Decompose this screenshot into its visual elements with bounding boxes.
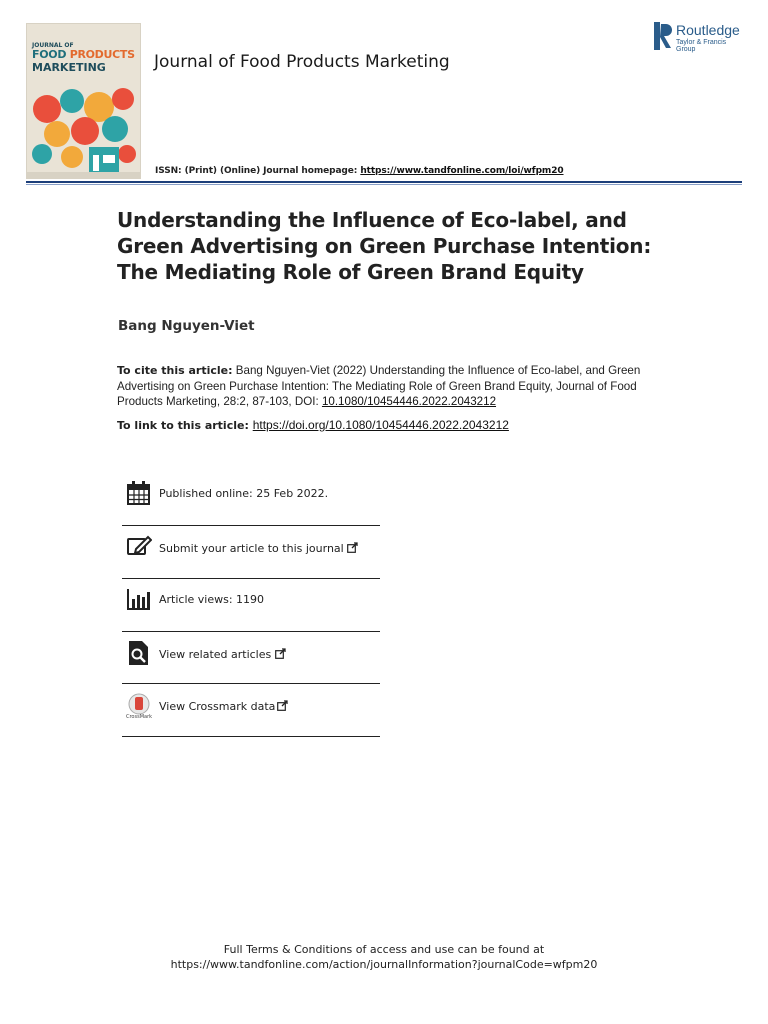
- footer-terms-url[interactable]: https://www.tandfonline.com/action/journalInformation?journalCode=wfpm20: [170, 958, 598, 971]
- issn-text: ISSN: (Print) (Online) Journal homepage:: [155, 166, 361, 176]
- cover-line2a: FOOD: [32, 48, 70, 61]
- external-link-icon: [277, 700, 288, 711]
- publisher-group: Taylor & Francis Group: [676, 39, 727, 53]
- cover-line3: MARKETING: [32, 61, 106, 74]
- crossmark-link[interactable]: [159, 700, 288, 713]
- article-doi-url[interactable]: https://doi.org/10.1080/10454446.2022.2043212: [252, 418, 509, 432]
- related-search-icon: [126, 640, 152, 666]
- cover-illustration: [27, 79, 140, 178]
- bar-chart-icon: [126, 587, 152, 613]
- article-views: Article views: 1190: [159, 593, 265, 606]
- issn-line: [155, 166, 564, 176]
- related-label: View related articles: [159, 648, 272, 661]
- footer-terms: Full Terms & Conditions of access and use can be found at: [223, 943, 545, 956]
- divider: [122, 578, 380, 579]
- calendar-icon: [126, 480, 152, 506]
- cover-line2b: PRODUCTS: [69, 48, 135, 61]
- article-author: Bang Nguyen-Viet: [118, 318, 255, 334]
- article-link-block: [117, 418, 509, 432]
- crossmark-icon: [126, 693, 152, 719]
- article-link-label: To link to this article:: [117, 419, 253, 432]
- divider: [122, 736, 380, 737]
- crossmark-row[interactable]: [122, 693, 380, 739]
- publisher-name: Routledge: [676, 22, 740, 38]
- journal-cover-image: [26, 23, 141, 179]
- submit-label: Submit your article to this journal: [159, 542, 344, 555]
- crossmark-label: View Crossmark data: [159, 700, 276, 713]
- citation-block: [117, 363, 662, 410]
- citation-text: Bang Nguyen-Viet (2022) Understanding the Influence of Eco-label, and Green Advertising on Green Purchase Intention: The Mediating Role of Green Brand Equity, Journal of Food Products Marketing, 28:2, 87-103, DOI:: [117, 364, 641, 408]
- publisher-logo: [654, 22, 746, 53]
- external-link-icon: [347, 542, 358, 553]
- published-date: Published online: 25 Feb 2022.: [159, 487, 329, 500]
- external-link-icon: [275, 648, 286, 659]
- citation-label: To cite this article:: [117, 364, 233, 377]
- footer: [0, 942, 768, 972]
- journal-homepage-link[interactable]: https://www.tandfonline.com/loi/wfpm20: [360, 166, 564, 176]
- views-row: [122, 587, 380, 633]
- header-divider-thin: [26, 184, 742, 185]
- article-title: Understanding the Influence of Eco-label, and Green Advertising on Green Purchase Intention: The Mediating Role of Green Brand Equity: [117, 208, 652, 284]
- cover-line2: [32, 48, 135, 61]
- related-row[interactable]: [122, 640, 380, 686]
- crossmark-icon-text: CrossMark: [126, 714, 152, 719]
- routledge-r-icon: [654, 22, 672, 50]
- submit-row[interactable]: [122, 534, 380, 580]
- divider: [122, 683, 380, 684]
- cover-line1: JOURNAL OF: [32, 42, 74, 49]
- edit-icon: [126, 534, 152, 560]
- divider: [122, 631, 380, 632]
- divider: [122, 525, 380, 526]
- submit-article-link[interactable]: [159, 542, 358, 555]
- published-row: [122, 480, 380, 526]
- journal-title: Journal of Food Products Marketing: [154, 52, 450, 72]
- header-divider: [26, 181, 742, 183]
- citation-doi-link[interactable]: 10.1080/10454446.2022.2043212: [321, 395, 497, 408]
- related-articles-link[interactable]: [159, 648, 286, 661]
